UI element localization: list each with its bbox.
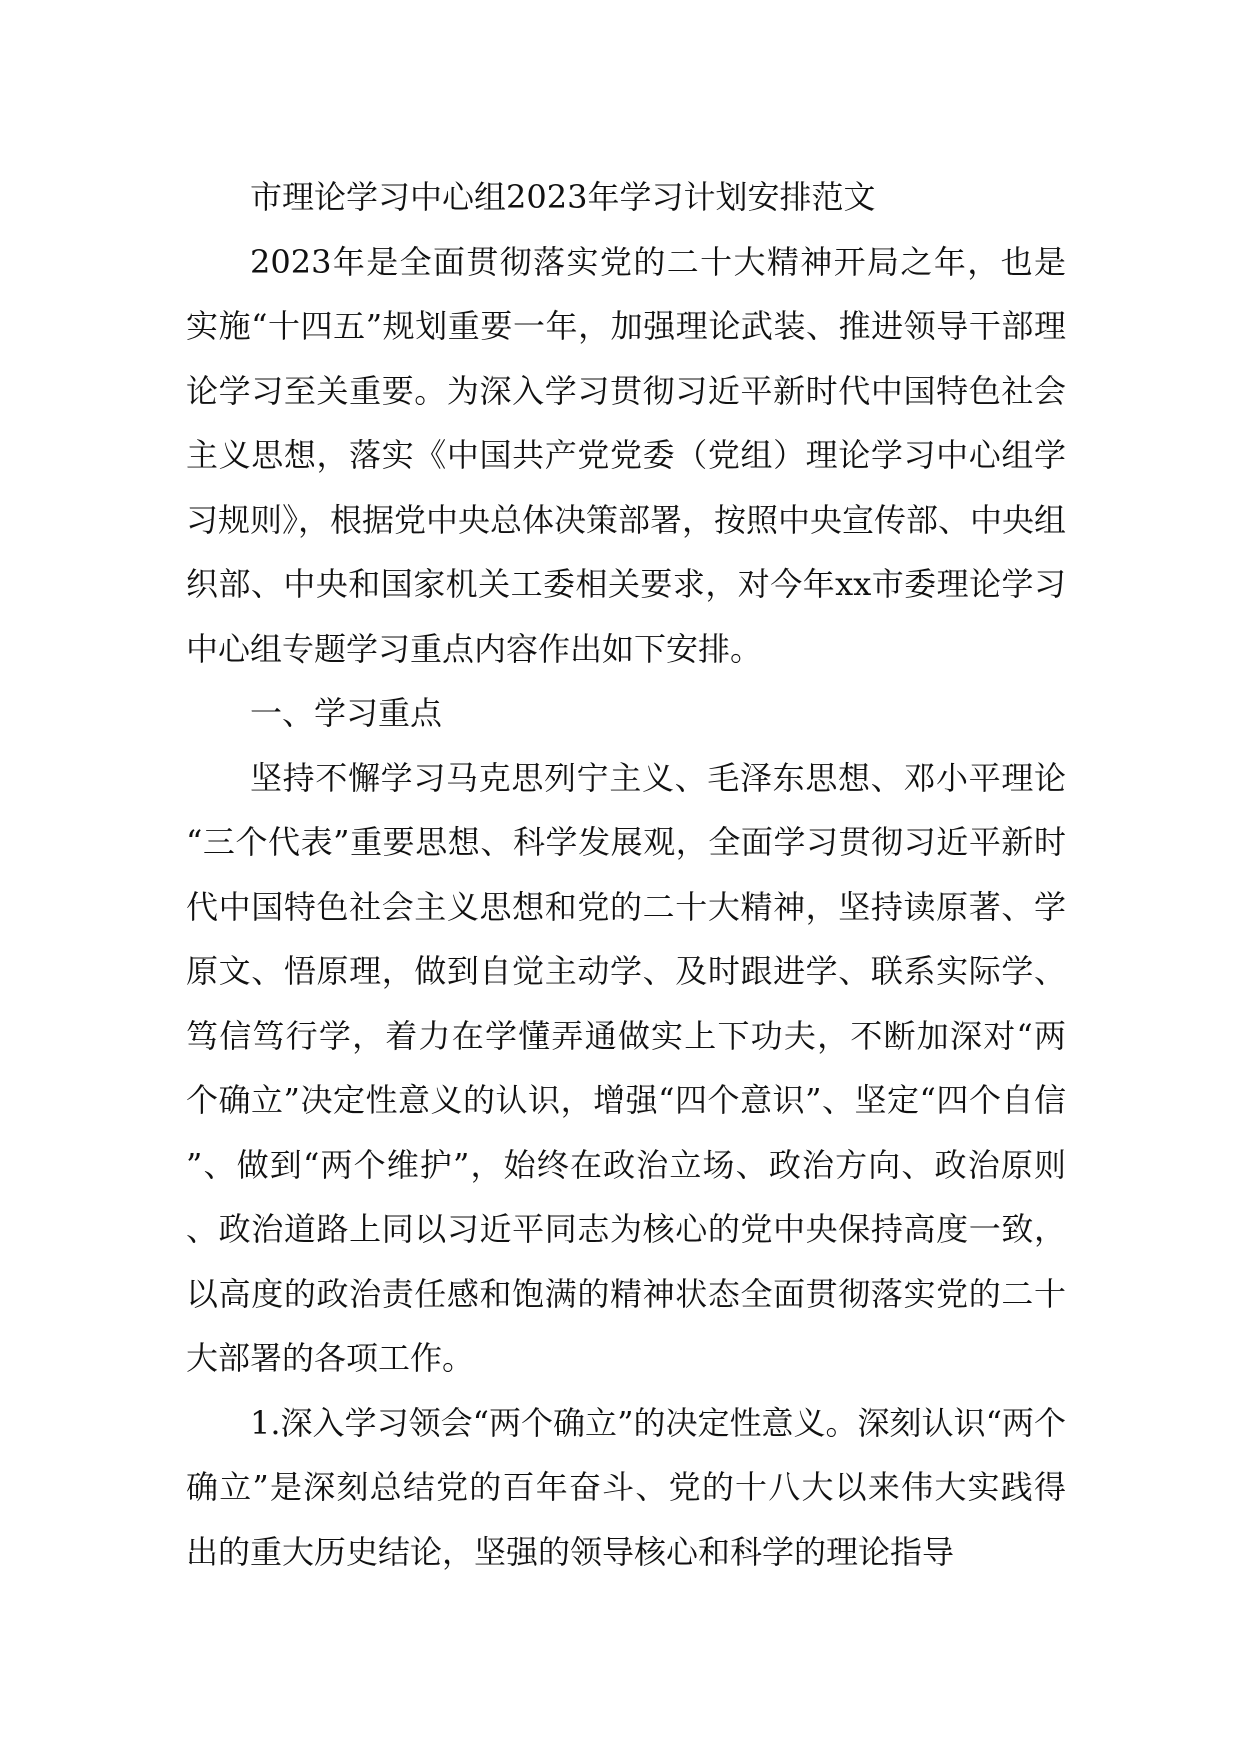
document-body [186,165,1066,1584]
item-1-paragraph: 1.深入学习领会“两个确立”的决定性意义。深刻认识“两个确立”是深刻总结党的百年奋斗、党的十八大以来伟大实践得出的重大历史结论，坚强的领导核心和科学的理论指导 [186,1403,1066,1571]
document-title: 市理论学习中心组2023年学习计划安排范文 [250,178,876,216]
study-focus-paragraph: 坚持不懈学习马克思列宁主义、毛泽东思想、邓小平理论“三个代表”重要思想、科学发展观，全面学习贯彻习近平新时代中国特色社会主义思想和党的二十大精神，坚持读原著、学原文、悟原理，做到自觉主动学、及时跟进学、联系实际学、笃信笃行学，着力在学懂弄通做实上下功夫，不断加深对“两个确立”决定性意义的认识，增强“四个意识”、坚定“四个自信”、做到“两个维护”，始终在政治立场、政治方向、政治原则、政治道路上同以习近平同志为核心的党中央保持高度一致，以高度的政治责任感和饱满的精神状态全面贯彻落实党的二十大部署的各项工作。 [186,758,1066,1377]
section-heading-study-focus: 一、学习重点 [250,694,443,732]
intro-paragraph: 2023年是全面贯彻落实党的二十大精神开局之年，也是实施“十四五”规划重要一年，加强理论武装、推进领导干部理论学习至关重要。为深入学习贯彻习近平新时代中国特色社会主义思想，落实《中国共产党党委（党组）理论学习中心组学习规则》，根据党中央总体决策部署，按照中央宣传部、中央组织部、中央和国家机关工委相关要求，对今年xx市委理论学习中心组专题学习重点内容作出如下安排。 [186,242,1067,668]
